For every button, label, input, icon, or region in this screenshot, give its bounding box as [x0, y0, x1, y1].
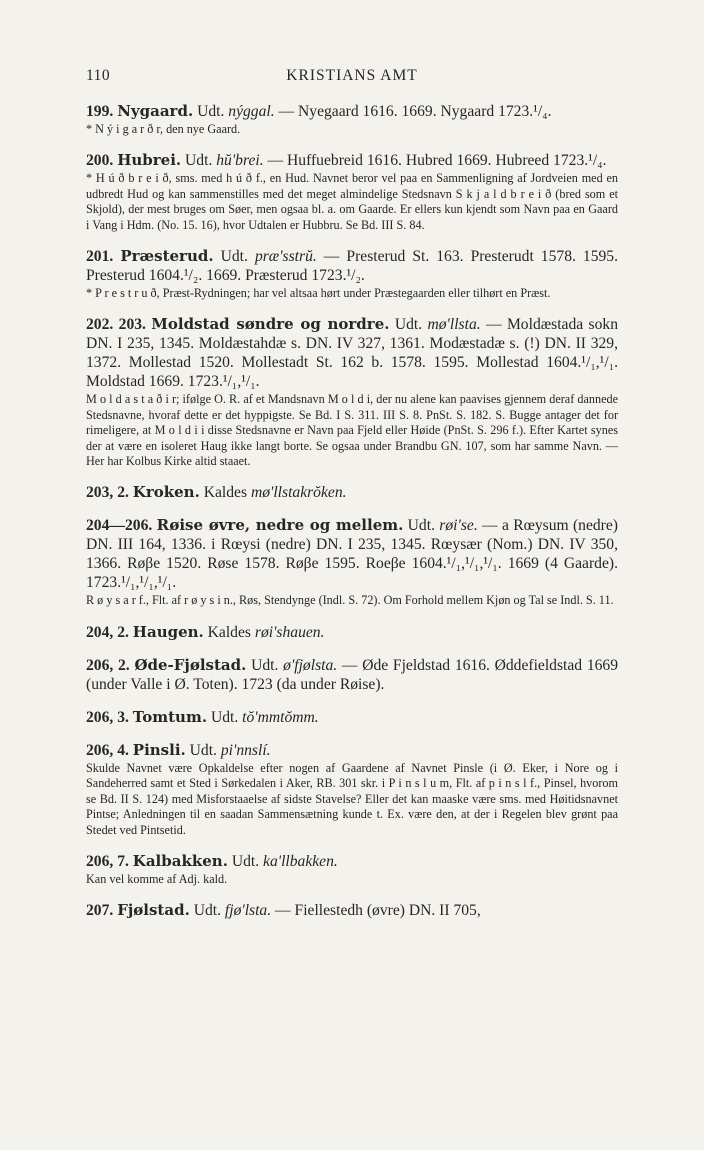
page-number: 110 [86, 67, 111, 84]
farm-name: Pinsli. [132, 740, 186, 759]
pronunciation: tŏ'mmtŏmm. [242, 708, 319, 726]
entry-heading [86, 247, 618, 285]
pronunciation-label: Udt. [185, 152, 213, 170]
entry-number: 201. [86, 248, 114, 266]
entry-heading [86, 741, 618, 760]
entry-number: 206, 4. [86, 741, 129, 759]
gazetteer-entry [86, 247, 618, 301]
entry-heading [86, 315, 618, 391]
entry-number: 207. [86, 902, 114, 920]
farm-name: Moldstad søndre og nordre. [151, 315, 390, 334]
pronunciation: røi'shauen. [254, 623, 325, 641]
etymology-note: Kan vel komme af Adj. kald. [86, 871, 228, 886]
entry-number: 206, 2. [86, 656, 130, 674]
farm-name: Øde-Fjølstad. [134, 655, 247, 674]
etymology-note: * H ú ð b r e i ð, sms. med h ú ð f., en Hud. Navnet beror vel paa en Sammenligning af Jordveien med en udbredt Hud og kan sammenstilles med det meget almindelige Stedsnavn S k j a l d b r e i ð (bred som et Skjold), der mest bruges om Søer, men ogsaa bl. a. om Gaarde. Er ellers kun kjendt som Navn paa en Gaard i Vang i Hdm. (No. 15. 16), hvor Udtalen er Hubbru. Se Bd. III S. 84. [86, 171, 618, 232]
historical-forms: — Huffuebreid 1616. Hubred 1669. Hubreed 1723.¹/₄. [263, 152, 607, 170]
pronunciation-label: Kaldes [203, 484, 248, 502]
historical-forms: — Moldæstada sokn DN. I 235, 1345. Moldæstahdæ s. DN. IV 327, 1361. Modæstadæ s. (!) DN. II 329, 1372. Mollestad 1520. Mollestadt St. 162 b. 1578. 1595. Mollestad 1604.¹/₁,¹/₁. Moldstad 1669. 1723.¹/₁,¹/₁. [86, 316, 618, 391]
gazetteer-entry [86, 151, 618, 233]
pronunciation: fjø'lsta. [224, 902, 272, 920]
pronunciation-label: Udt. [251, 656, 279, 674]
entry-heading [86, 656, 618, 694]
entry-number: 204, 2. [86, 623, 129, 641]
pronunciation-label: Udt. [210, 708, 239, 726]
running-title: KRISTIANS AMT [286, 67, 418, 84]
farm-name: Tomtum. [132, 707, 208, 726]
gazetteer-entry [86, 852, 618, 887]
entry-number: 204—206. [86, 517, 153, 535]
gazetteer-entry [86, 483, 618, 502]
entry-heading [86, 901, 618, 920]
pronunciation-label: Udt. [189, 741, 217, 759]
gazetteer-entry [86, 708, 618, 727]
page-header [86, 62, 618, 88]
entry-heading [86, 708, 618, 727]
entries-list [86, 102, 618, 920]
pronunciation: nýggal. [228, 103, 275, 120]
farm-name: Præsterud. [120, 247, 214, 266]
pronunciation-label: Kaldes [207, 623, 251, 641]
etymology-note: Skulde Navnet være Opkaldelse efter nogen af Gaardene af Navnet Pinsle (i Ø. Eker, i Nore og i Sandeherred samt et Sted i Sørkedalen i Aker, RB. 301 skr. i P i n s l u m, Flt. af p i n s l f., Pinsel, hvorom se Bd. II S. 124) med Misforstaaelse af sidste Stavelse? Eller det kan maaske være sms. med Høitidsnavnet Pintse; Anledningen til en saadan Sammensætning kunde t. Ex. være den, at der i Regelen blev grønt paa Stedet ved Pintsetid. [86, 760, 618, 837]
entry-number: 206, 3. [86, 708, 129, 726]
historical-forms: — a Rœysum (nedre) DN. III 164, 1336. i Rœysi (nedre) DN. I 235, 1345. Rœysær (Nom.) DN. IV 350, 1366. Røβe 1520. Røse 1578. Røβe 1595. Roeβe 1604.¹/₁,¹/₁,¹/₁. 1669 (4 Gaarde). 1723.¹/₁,¹/₁,¹/₁. [86, 517, 618, 592]
historical-forms: — Presterud St. 163. Presterudt 1578. 1595. Presterud 1604.¹/₂. 1669. Præsterud 1723.¹/₂. [86, 248, 619, 285]
entry-heading [86, 623, 618, 642]
pronunciation-label: Udt. [197, 103, 225, 120]
entry-heading [86, 151, 618, 170]
gazetteer-entry [86, 656, 618, 694]
farm-name: Fjølstad. [117, 901, 190, 920]
pronunciation: pi'nnslí. [220, 741, 271, 759]
farm-name: Kroken. [132, 483, 200, 502]
entry-number: 203, 2. [86, 484, 129, 502]
gazetteer-entry [86, 516, 618, 608]
gazetteer-entry [86, 623, 618, 642]
pronunciation-label: Udt. [193, 902, 221, 920]
gazetteer-entry [86, 315, 618, 469]
farm-name: Nygaard. [117, 102, 194, 120]
entry-number: 206, 7. [86, 852, 129, 870]
farm-name: Røise øvre, nedre og mellem. [156, 516, 404, 535]
entry-number: 202. 203. [86, 316, 146, 334]
historical-forms: — Fiellestedh (øvre) DN. II 705, [271, 902, 481, 920]
pronunciation: præ'sstrŭ. [254, 248, 317, 266]
entry-heading [86, 516, 618, 592]
gazetteer-entry [86, 901, 618, 920]
farm-name: Haugen. [132, 622, 204, 641]
pronunciation: ka'llbakken. [263, 852, 338, 870]
historical-forms: — Øde Fjeldstad 1616. Øddefieldstad 1669 (under Valle i Ø. Toten). 1723 (da under Røise). [86, 656, 619, 693]
entry-heading [86, 852, 618, 871]
pronunciation: mø'llsta. [427, 316, 481, 334]
farm-name: Hubrei. [117, 151, 182, 170]
entry-heading [86, 102, 618, 121]
pronunciation-label: Udt. [231, 852, 260, 870]
historical-forms: — Nyegaard 1616. 1669. Nygaard 1723.¹/₄. [274, 103, 552, 120]
etymology-note: * P r e s t r u ð, Præst-Rydningen; har vel altsaa hørt under Præstegaarden eller tilhørt en Præst. [86, 286, 551, 301]
farm-name: Kalbakken. [132, 851, 228, 870]
entry-number: 200. [86, 152, 114, 170]
etymology-note: R ø y s a r f., Flt. af r ø y s i n., Røs, Stendynge (Indl. S. 72). Om Forhold mellem Kjøn og Tal se Indl. S. 11. [86, 593, 614, 608]
pronunciation-label: Udt. [394, 316, 423, 334]
pronunciation: ø'fjølsta. [283, 656, 338, 674]
gazetteer-entry [86, 102, 618, 137]
entry-heading [86, 483, 618, 502]
etymology-note: M o l d a s t a ð i r; ifølge O. R. af et Mandsnavn M o l d i, der nu alene kan paavises gjennem deraf dannede Stedsnavne, hvoraf dette er det hyppigste. Se Bd. I S. 311. III S. 8. PnSt. S. 182. S. Bugge antager det for rimeligere, at M o l d i i disse Stedsnavne er Navn paa Fjeld eller Høide (PnSt. S. 296 f.). Efter Kartet synes der at være en isoleret Haug ikke langt borte. Se ogsaa under Brandbu GN. 107, som har samme Navn. — Her har Kolbus Kirke altid staaet. [86, 392, 618, 469]
pronunciation: røi'se. [439, 517, 478, 535]
pronunciation-label: Udt. [220, 248, 248, 266]
pronunciation: mø'llstakrŏken. [250, 484, 347, 502]
pronunciation-label: Udt. [407, 517, 435, 535]
gazetteer-entry [86, 741, 618, 838]
entry-number: 199. [86, 103, 114, 120]
etymology-note: * N ý i g a r ð r, den nye Gaard. [86, 122, 241, 136]
pronunciation: hŭ'brei. [216, 152, 264, 170]
